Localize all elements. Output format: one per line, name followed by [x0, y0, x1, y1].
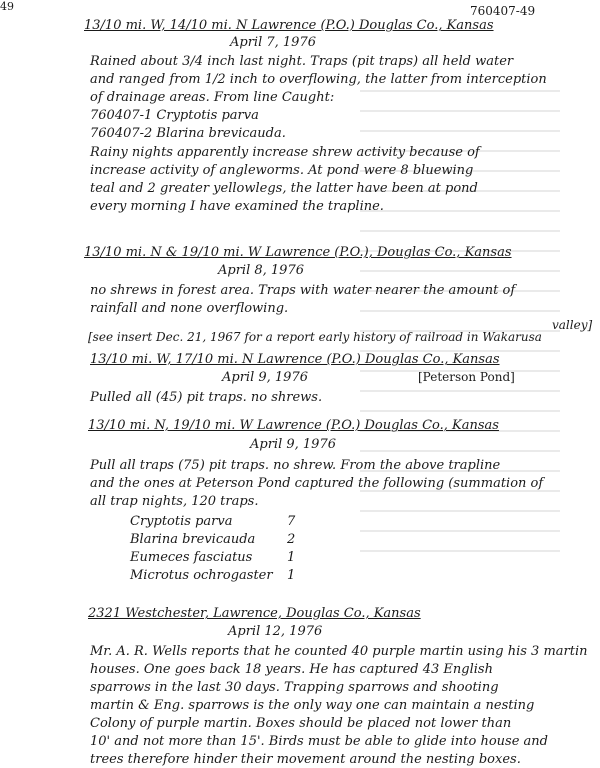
page-corner-mark: 49	[0, 0, 14, 13]
entry-1-heading: 13/10 mi. W, 14/10 mi. N Lawrence (P.O.) Douglas Co., Kansas	[84, 18, 494, 33]
entry-4-line-1: Pull all traps (75) pit traps. no shrew. From the above trapline	[90, 458, 501, 473]
tally-species: Eumeces fasciatus	[130, 550, 253, 565]
tally-count: 2	[287, 532, 296, 547]
entry-1-line-9: every morning I have examined the trapline.	[90, 199, 384, 214]
tally-count: 1	[287, 550, 296, 565]
entry-1-line-8: teal and 2 greater yellowlegs, the latter have been at pond	[90, 181, 478, 196]
entry-4-line-2: and the ones at Peterson Pond captured the following (summation of	[90, 476, 544, 491]
entry-1-line-2: and ranged from 1/2 inch to overflowing, the latter from interception	[90, 72, 547, 87]
entry-5-line-2: houses. One goes back 18 years. He has captured 43 English	[90, 662, 493, 677]
tally-species: Microtus ochrogaster	[130, 568, 273, 583]
entry-4-heading: 13/10 mi. N, 19/10 mi. W Lawrence (P.O.) Douglas Co., Kansas	[88, 418, 499, 433]
entry-2-line-2: rainfall and none overflowing.	[90, 301, 289, 316]
entry-1-date: April 7, 1976	[230, 35, 316, 50]
entry-1-line-7: increase activity of angleworms. At pond were 8 bluewing	[90, 163, 474, 178]
entry-5-line-5: Colony of purple martin. Boxes should be placed not lower than	[90, 716, 512, 731]
entry-2-line-1: no shrews in forest area. Traps with water nearer the amount of	[90, 283, 516, 298]
entry-1-line-3: of drainage areas. From line Caught:	[90, 90, 335, 105]
tally-species: Cryptotis parva	[130, 514, 233, 529]
entry-5-line-4: martin & Eng. sparrows is the only way one can maintain a nesting	[90, 698, 535, 713]
insert-note-end: valley]	[552, 318, 593, 332]
entry-5-line-6: 10' and not more than 15'. Birds must be able to glide into house and	[90, 734, 548, 749]
entry-1-line-5: 760407-2 Blarina brevicauda.	[90, 126, 286, 141]
entry-5-heading: 2321 Westchester, Lawrence, Douglas Co., Kansas	[88, 606, 421, 621]
insert-note: [see insert Dec. 21, 1967 for a report early history of railroad in Wakarusa	[88, 330, 542, 344]
entry-5-line-7: trees therefore hinder their movement around the nesting boxes.	[90, 752, 521, 767]
catalog-number: 760407-49	[470, 4, 536, 18]
entry-1-line-1: Rained about 3/4 inch last night. Traps (pit traps) all held water	[90, 54, 514, 69]
entry-2-heading: 13/10 mi. N & 19/10 mi. W Lawrence (P.O.), Douglas Co., Kansas	[84, 245, 512, 260]
entry-4-line-3: all trap nights, 120 traps.	[90, 494, 259, 509]
entry-5-date: April 12, 1976	[228, 624, 323, 639]
entry-5-line-1: Mr. A. R. Wells reports that he counted 40 purple martin using his 3 martin	[90, 644, 588, 659]
tally-count: 1	[287, 568, 296, 583]
entry-2-date: April 8, 1976	[218, 263, 304, 278]
tally-species: Blarina brevicauda	[130, 532, 256, 547]
entry-4-date: April 9, 1976	[250, 437, 336, 452]
tally-count: 7	[287, 514, 296, 529]
entry-3-line-1: Pulled all (45) pit traps. no shrews.	[90, 390, 323, 405]
entry-3-heading: 13/10 mi. W, 17/10 mi. N Lawrence (P.O.) Douglas Co., Kansas	[90, 352, 500, 367]
entry-3-date: April 9, 1976	[222, 370, 308, 385]
entry-5-line-3: sparrows in the last 30 days. Trapping sparrows and shooting	[90, 680, 499, 695]
entry-1-line-6: Rainy nights apparently increase shrew activity because of	[90, 145, 480, 160]
entry-3-bracket: [Peterson Pond]	[418, 370, 515, 384]
entry-1-line-4: 760407-1 Cryptotis parva	[90, 108, 259, 123]
